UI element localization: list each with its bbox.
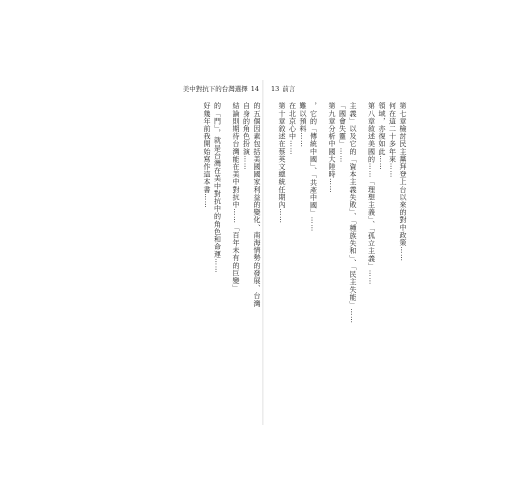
left-page <box>140 85 262 418</box>
body-text <box>140 102 262 418</box>
text-column: 的五個因素包括美國國家利益的變化、南海情勢的發展、台灣 <box>253 102 261 308</box>
text-column: 第八章敘述美國的……「理想主義」、「孤立主義」…… <box>367 102 376 285</box>
running-header-left <box>183 84 262 93</box>
header-title: 美中對抗下的台灣選擇 <box>182 85 248 93</box>
text-column: 結論則期待台灣能在美中對抗中……「百年未有的巨變」 <box>232 102 240 292</box>
text-column: ，它的「傳統中國」、「共產中國」…… <box>309 102 318 232</box>
text-column: 「國會失靈」…… <box>338 102 347 163</box>
text-column: 好幾年前我開始寫作這本書…… <box>203 102 211 209</box>
text-column: 難以預料…… <box>299 102 307 148</box>
text-column <box>268 102 269 418</box>
text-column: 領域，亦復如此…… <box>378 102 386 171</box>
page-number: 14 <box>250 85 259 93</box>
text-column: 主義」以及它的「資本主義失敗」、「種族失和」、「民主失能」…… <box>349 102 357 324</box>
right-page <box>268 85 408 418</box>
text-column: 自身的角色扮演…… <box>242 102 251 171</box>
text-column: 何在這二十多年來…… <box>388 102 397 178</box>
text-column: 第七章檢討民主黨拜登上台以來的對中政策…… <box>399 102 407 262</box>
text-column: 的「門」，就是台灣在美中對抗中的角色和命運…… <box>213 102 222 274</box>
text-column: 在北京心中…… <box>288 102 297 156</box>
body-text <box>268 102 408 418</box>
text-column: 第九章分析中國大陸時…… <box>328 102 336 194</box>
running-header-right <box>268 84 295 93</box>
text-column: 第十章敘述在蔡英文總統任期內…… <box>278 102 286 224</box>
page-gutter <box>262 80 264 425</box>
page-number: 13 <box>271 85 280 93</box>
header-title: 前言 <box>282 85 296 93</box>
